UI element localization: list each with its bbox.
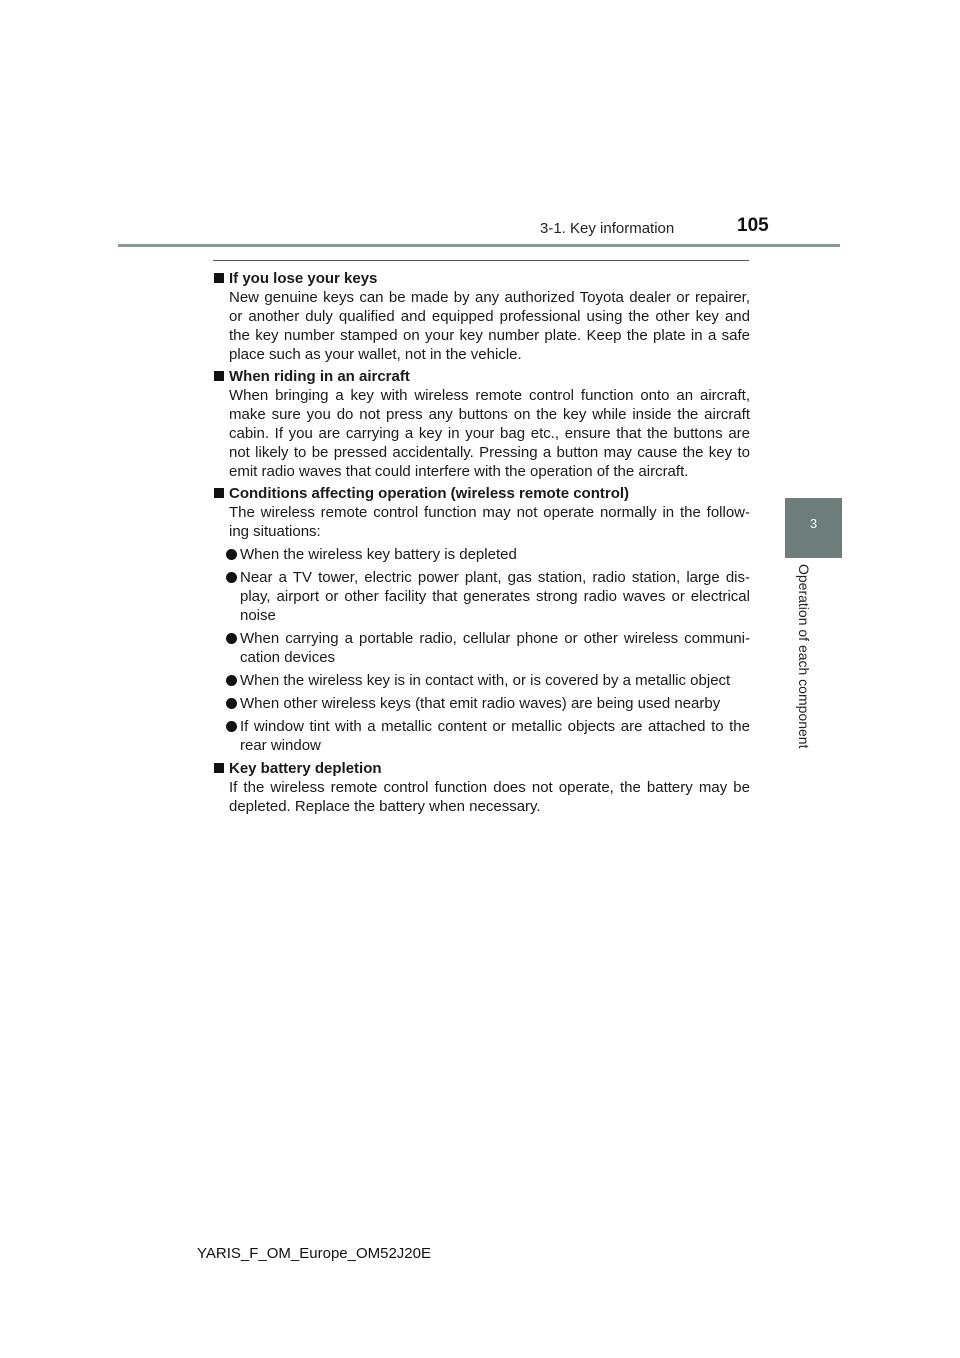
chapter-number: 3 [809,516,818,531]
circle-bullet-icon [226,721,237,732]
section-battery [213,759,750,816]
section-title: Conditions affecting operation (wireless remote control) [229,485,630,502]
square-bullet-icon [214,488,224,498]
circle-bullet-icon [226,549,237,560]
circle-bullet-icon [226,698,237,709]
circle-bullet-icon [226,675,237,686]
chapter-tab [785,498,842,558]
section-title: When riding in an aircraft [229,368,410,385]
content-top-divider [213,260,749,261]
section-paragraph: If the wireless remote control function does not operate, the battery may be depleted. Replace the battery when necessary. [229,779,750,815]
list-item: When other wireless keys (that emit radio waves) are being used nearby [213,694,750,713]
page-content [213,266,750,819]
circle-bullet-icon [226,572,237,583]
section-paragraph: When bringing a key with wireless remote control function onto an aircraft, make sure you do not press any buttons on the key while inside the aircraft cabin. If you are carrying a key in your bag etc., ensure that the buttons are not likely to be pressed accidentally. Pressing a button may cause the key to emit radio waves that could interfere with the operation of the aircraft. [229,387,750,480]
section-conditions [213,484,750,755]
list-item: When the wireless key battery is depleted [213,545,750,564]
section-title: Key battery depletion [229,760,382,777]
square-bullet-icon [214,763,224,773]
header-section-title: 3-1. Key information [540,220,675,237]
list-item: When carrying a portable radio, cellular phone or other wireless communi-cation devices [213,629,750,667]
page-number: 105 [737,215,769,236]
section-paragraph: The wireless remote control function may not operate normally in the follow-ing situations: [229,504,750,540]
section-paragraph: New genuine keys can be made by any authorized Toyota dealer or repairer, or another duly qualified and equipped professional using the other key and the key number stamped on your key number plate. Keep the plate in a safe place such as your wallet, not in the vehicle. [229,289,750,363]
section-title: If you lose your keys [229,270,378,287]
section-lose-keys [213,269,750,364]
document-id: YARIS_F_OM_Europe_OM52J20E [197,1245,432,1262]
section-aircraft [213,367,750,481]
circle-bullet-icon [226,633,237,644]
list-item: If window tint with a metallic content or metallic objects are attached to the rear window [213,717,750,755]
chapter-title: Operation of each component [796,564,812,749]
square-bullet-icon [214,371,224,381]
list-item: When the wireless key is in contact with, or is covered by a metallic object [213,671,750,690]
list-item: Near a TV tower, electric power plant, gas station, radio station, large dis-play, airport or other facility that generates strong radio waves or electrical noise [213,568,750,625]
square-bullet-icon [214,273,224,283]
header-divider [118,244,840,247]
